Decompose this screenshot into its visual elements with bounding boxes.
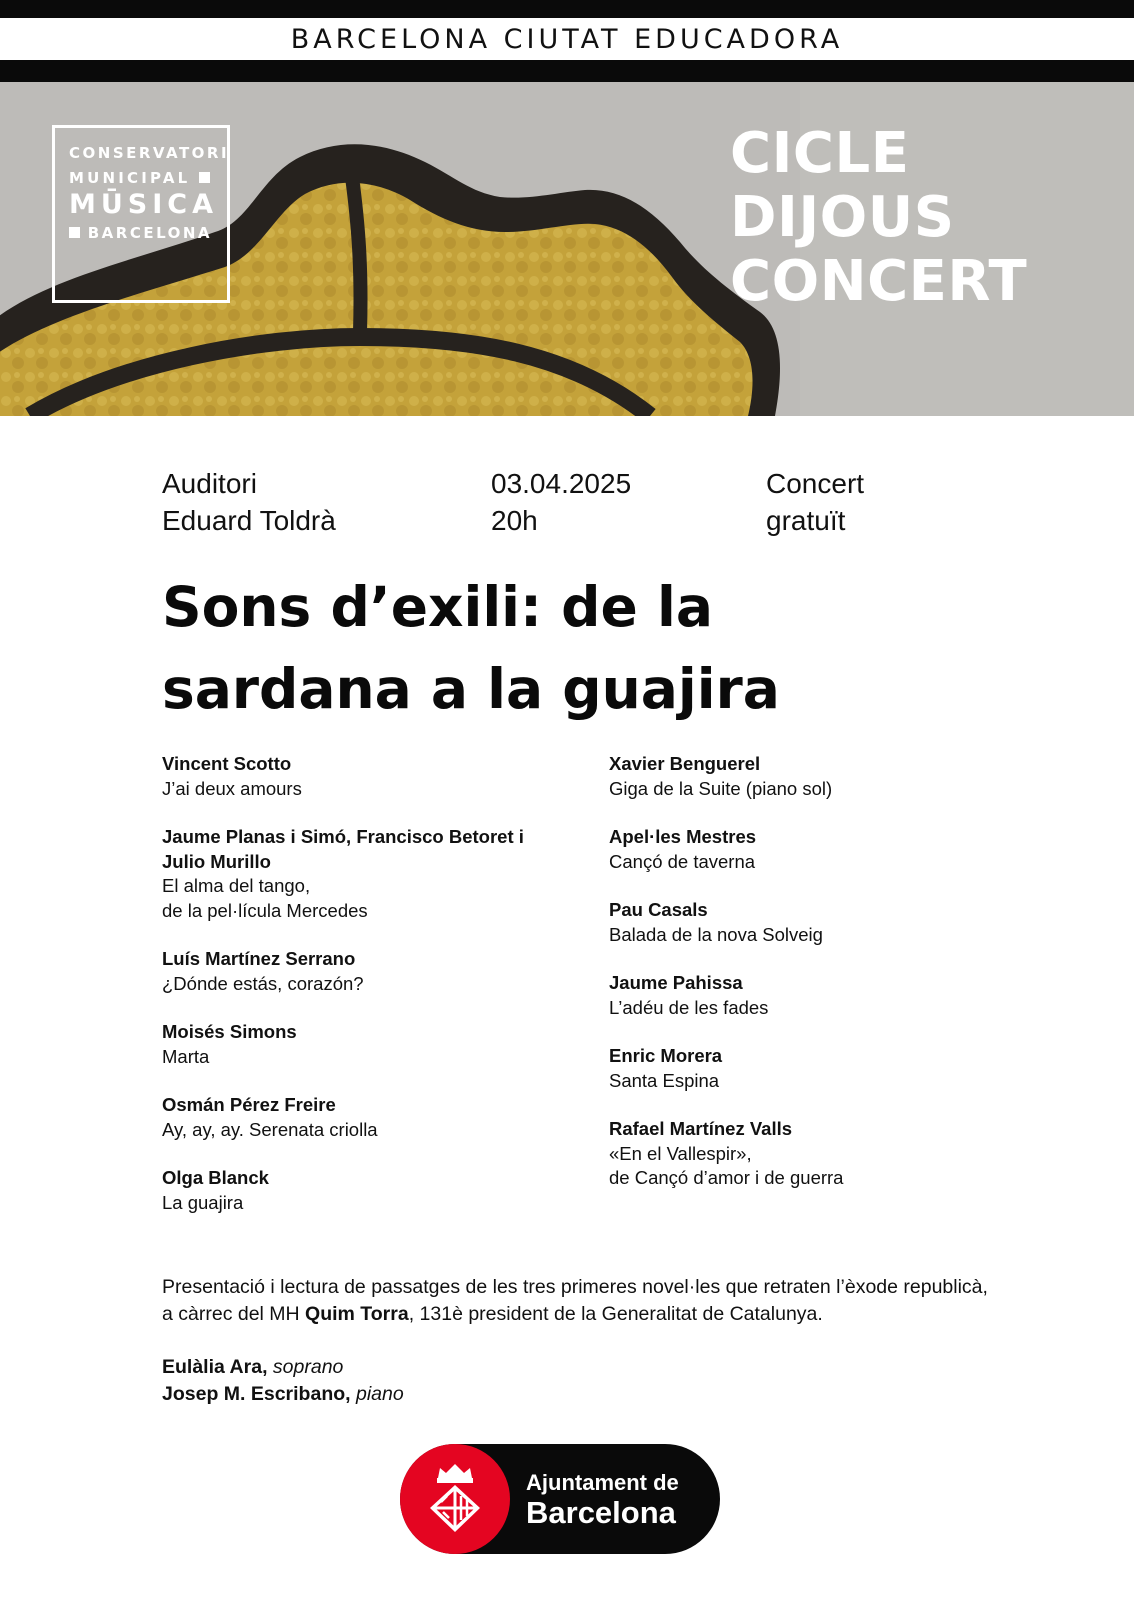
event-date: 03.04.2025 bbox=[491, 468, 632, 499]
barcelona-coat-of-arms-icon bbox=[400, 1444, 510, 1554]
ajuntament-text bbox=[526, 1471, 679, 1531]
logo-line-barcelona: BARCELONA bbox=[69, 224, 213, 242]
program-item bbox=[162, 752, 562, 801]
cycle-title-line: CICLE bbox=[730, 121, 910, 186]
program-item bbox=[609, 825, 1029, 874]
event-time: 20h bbox=[491, 505, 538, 536]
cycle-title bbox=[730, 122, 1027, 314]
barcelona-line: Barcelona bbox=[526, 1495, 676, 1530]
work-title: La guajira bbox=[162, 1191, 244, 1213]
program-item bbox=[162, 1020, 562, 1069]
venue-info bbox=[162, 465, 336, 539]
work-title: Ay, ay, ay. Serenata criolla bbox=[162, 1118, 378, 1140]
conservatori-logo bbox=[52, 125, 230, 303]
composer-name: Jaume Pahissa bbox=[609, 972, 743, 993]
work-title: Santa Espina bbox=[609, 1069, 720, 1091]
price-info bbox=[766, 465, 864, 539]
program-item bbox=[162, 1166, 562, 1215]
price-line: Concert bbox=[766, 468, 865, 499]
program-item bbox=[609, 898, 1029, 947]
logo-line-conservatori: CONSERVATORI bbox=[69, 144, 230, 162]
performer bbox=[162, 1354, 404, 1381]
composer-name: Pau Casals bbox=[609, 899, 708, 920]
work-title: ¿Dónde estás, corazón? bbox=[162, 972, 364, 994]
top-black-bar bbox=[0, 0, 1134, 18]
performer-name: Josep M. Escribano, bbox=[162, 1383, 351, 1405]
work-title: El alma del tango, de la pel·lícula Mercedes bbox=[162, 875, 368, 921]
work-title: Cançó de taverna bbox=[609, 850, 756, 872]
composer-name: Moisés Simons bbox=[162, 1021, 297, 1042]
performer-role: soprano bbox=[272, 1356, 344, 1378]
program-item bbox=[162, 947, 562, 996]
logo-line-musica: MŪSICA bbox=[69, 189, 218, 220]
top-black-bar-lower bbox=[0, 60, 1134, 82]
presenter-name: Quim Torra bbox=[305, 1303, 409, 1325]
logo-line-municipal: MUNICIPAL bbox=[69, 169, 213, 187]
work-title: J’ai deux amours bbox=[162, 777, 302, 799]
program-right-column bbox=[609, 752, 1029, 1215]
concert-title-line: Sons d’exili: de la bbox=[162, 575, 713, 639]
program-item bbox=[609, 1117, 1029, 1191]
composer-name: Rafael Martínez Valls bbox=[609, 1118, 793, 1139]
cycle-title-line: CONCERT bbox=[730, 249, 1028, 314]
logo-square-icon bbox=[199, 172, 210, 183]
composer-name: Olga Blanck bbox=[162, 1167, 269, 1188]
presentation-line: a càrrec del MH Quim Torra, 131è president de la Generalitat de Catalunya. bbox=[162, 1303, 823, 1325]
ajuntament-barcelona-logo bbox=[400, 1444, 720, 1554]
header-band bbox=[0, 18, 1134, 60]
composer-name: Xavier Benguerel bbox=[609, 753, 761, 774]
venue-line: Auditori bbox=[162, 468, 257, 499]
work-title: L’adéu de les fades bbox=[609, 996, 769, 1018]
venue-line: Eduard Toldrà bbox=[162, 505, 336, 536]
composer-name: Jaume Planas i Simó, Francisco Betoret i Julio Murillo bbox=[162, 826, 524, 872]
work-title: «En el Vallespir», de Cançó d’amor i de guerra bbox=[609, 1142, 844, 1188]
ajuntament-line: Ajuntament de bbox=[526, 1470, 679, 1495]
logo-square-icon bbox=[69, 227, 80, 238]
work-title: Balada de la nova Solveig bbox=[609, 923, 823, 945]
program-item bbox=[609, 971, 1029, 1020]
program-item bbox=[609, 752, 1029, 801]
program-item bbox=[162, 1093, 562, 1142]
composer-name: Osmán Pérez Freire bbox=[162, 1094, 336, 1115]
performers-list bbox=[162, 1354, 404, 1408]
composer-name: Apel·les Mestres bbox=[609, 826, 757, 847]
concert-title bbox=[162, 566, 1022, 730]
header-band-text: BARCELONA CIUTAT EDUCADORA bbox=[290, 23, 844, 55]
price-line: gratuït bbox=[766, 505, 846, 536]
performer bbox=[162, 1381, 404, 1408]
program-item bbox=[609, 1044, 1029, 1093]
concert-title-line: sardana a la guajira bbox=[162, 657, 780, 721]
barcelona-red-circle bbox=[400, 1444, 510, 1554]
performer-name: Eulàlia Ara, bbox=[162, 1356, 268, 1378]
work-title: Giga de la Suite (piano sol) bbox=[609, 777, 833, 799]
composer-name: Vincent Scotto bbox=[162, 753, 292, 774]
work-title: Marta bbox=[162, 1045, 210, 1067]
presentation-line: Presentació i lectura de passatges de les tres primeres novel·les que retraten l’èxode republicà, bbox=[162, 1276, 988, 1298]
program-item bbox=[162, 825, 562, 923]
date-info bbox=[491, 465, 631, 539]
cycle-title-line: DIJOUS bbox=[730, 185, 955, 250]
composer-name: Enric Morera bbox=[609, 1045, 723, 1066]
program-left-column bbox=[162, 752, 562, 1239]
performer-role: piano bbox=[355, 1383, 404, 1405]
composer-name: Luís Martínez Serrano bbox=[162, 948, 356, 969]
presentation-text bbox=[162, 1274, 1062, 1328]
